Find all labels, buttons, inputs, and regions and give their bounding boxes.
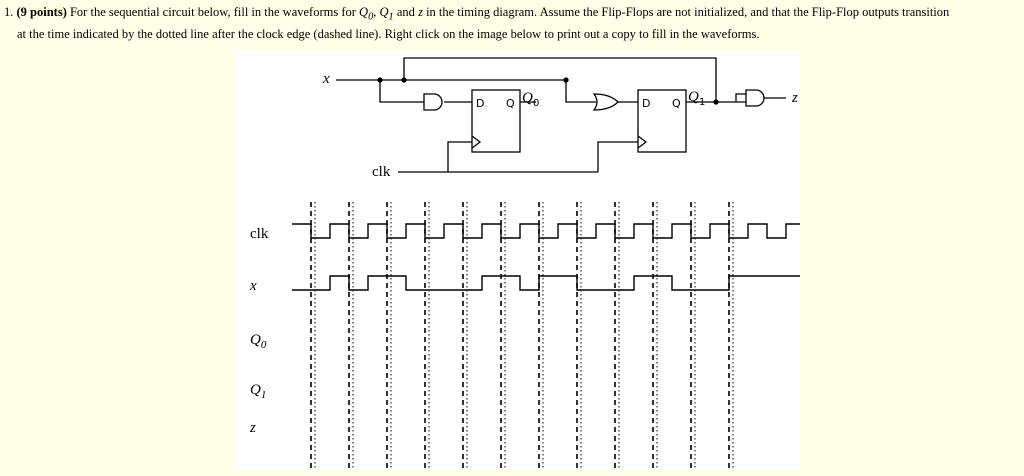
question-text bbox=[4, 4, 1020, 43]
question-line-2: at the time indicated by the dotted line after the clock edge (dashed line). Right click on the image below to print out a copy to fill in the waveforms. bbox=[17, 26, 760, 41]
circuit-and-timing-svg bbox=[236, 50, 800, 470]
signal-label-x: x bbox=[250, 278, 257, 294]
ff1-out-sub: 1 bbox=[699, 97, 706, 108]
var-z: z bbox=[418, 5, 423, 19]
x-to-or-wire bbox=[566, 80, 596, 102]
question-comma: , bbox=[373, 5, 380, 19]
signal-label-q0: $Q_0$ bbox=[250, 332, 267, 351]
ff1-q-pin: Q bbox=[672, 97, 681, 110]
ff0-out-sub: 0 bbox=[533, 98, 540, 109]
q1-to-and2-wire bbox=[736, 94, 746, 102]
signal-label-z: z bbox=[250, 420, 256, 436]
question-text-b: in the timing diagram. Assume the Flip-Flops are not initialized, and that the Flip-Flop outputs transition bbox=[422, 5, 950, 19]
or-gate bbox=[594, 94, 618, 110]
timing-waveforms bbox=[292, 224, 800, 290]
question-and: and bbox=[393, 5, 419, 19]
circuit-schematic bbox=[336, 58, 786, 172]
ff0-q-pin: Q bbox=[506, 97, 515, 110]
clk-to-ff1-wire bbox=[598, 142, 638, 172]
and-gate-2 bbox=[746, 90, 764, 106]
label-clk: clk bbox=[372, 164, 391, 180]
x-to-and1-wire bbox=[380, 80, 424, 102]
clk-to-ff0-wire bbox=[448, 142, 472, 172]
signal-label-sub: 0 bbox=[260, 339, 267, 351]
x-waveform bbox=[292, 276, 800, 290]
ff0-d-pin: D bbox=[476, 97, 485, 110]
and-gate-1 bbox=[424, 94, 442, 110]
var-q1-sub: 1 bbox=[388, 11, 394, 23]
timing-guides bbox=[311, 202, 733, 468]
signal-label-q1: $Q_1$ bbox=[250, 382, 267, 401]
var-q0: Q bbox=[359, 5, 369, 19]
timing-labels bbox=[249, 226, 269, 436]
signal-label-sub: 1 bbox=[260, 389, 267, 401]
question-points: (9 points) bbox=[16, 5, 67, 19]
question-number: 1. bbox=[4, 5, 14, 19]
ff1-d-pin: D bbox=[642, 97, 651, 110]
label-z: z bbox=[792, 90, 798, 106]
var-q0-sub: 0 bbox=[368, 11, 374, 23]
signal-label-clk: clk bbox=[250, 226, 269, 242]
circuit-labels bbox=[322, 71, 798, 180]
question-line-1 bbox=[4, 4, 1020, 26]
q1-junction-dot bbox=[714, 100, 718, 104]
ff0-out-label: Q bbox=[522, 90, 533, 106]
circuit-figure[interactable] bbox=[236, 50, 800, 470]
clk-waveform bbox=[292, 224, 800, 238]
question-text-a: For the sequential circuit below, fill in the waveforms for bbox=[66, 5, 360, 19]
ff1-clock-triangle bbox=[638, 136, 646, 148]
label-x: x bbox=[323, 71, 330, 87]
ff0-clock-triangle bbox=[472, 136, 480, 148]
ff1-out-label: Q bbox=[688, 89, 699, 105]
var-q1: Q bbox=[379, 5, 389, 19]
